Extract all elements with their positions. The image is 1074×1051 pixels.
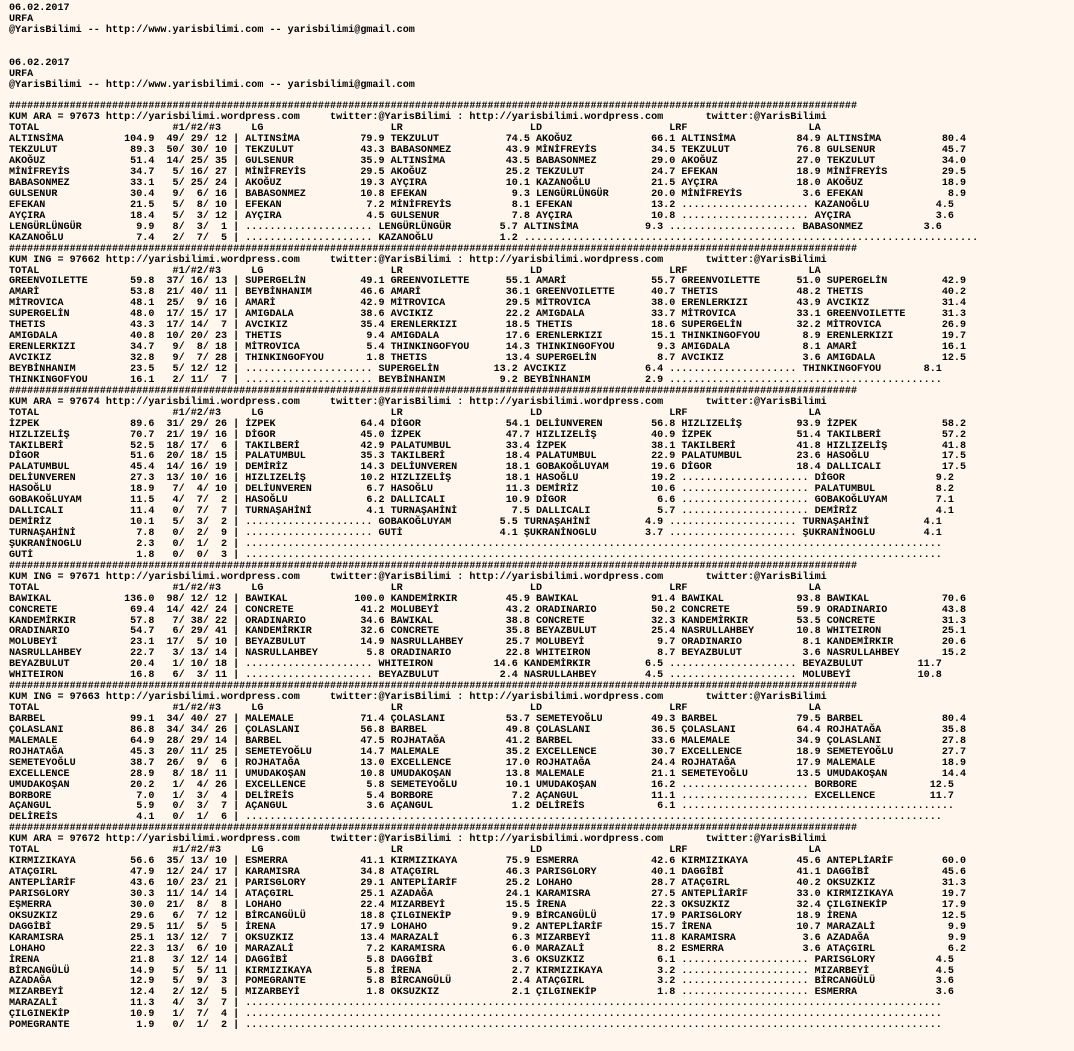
table-row: THETIS 43.3 17/ 14/ 7 | AVCIKIZ 35.4 ERENLERKIZI 18.5 THETIS 18.6 SUPERGELİN 32.2 MİTROVICA 26.9 <box>9 320 967 332</box>
table-row: DAGGİBİ 29.5 11/ 5/ 5 | İRENA 17.9 LOHAHO 9.2 ANTEPLİARİF 15.7 İRENA 10.7 MARAZALİ 9.9 <box>9 921 967 933</box>
column-header: TOTAL #1/#2/#3 LG LR LD LRF LA <box>9 407 821 419</box>
separator-line: ############################################################################################################################################ <box>9 385 858 397</box>
table-row: MİNİFREYİS 34.7 5/ 16/ 27 | MİNİFREYİS 29.5 AKOĞUZ 25.2 TEKZULUT 24.7 EFEKAN 18.9 MİNİFREYİS 29.5 <box>9 167 967 179</box>
column-header: TOTAL #1/#2/#3 LG LR LD LRF LA <box>9 845 821 857</box>
race-block <box>9 562 1074 682</box>
race-block <box>9 387 1074 562</box>
table-row: İRENA 21.8 3/ 12/ 14 | DAGGİBİ 5.8 DAGGİBİ 3.6 OKSUZKIZ 6.1 ..................... PARISGLORY 4.5 <box>9 954 954 966</box>
table-row: KARAMISRA 25.1 13/ 12/ 7 | OKSUZKIZ 13.4 MARAZALİ 6.3 MIZARBEYİ 11.8 KARAMISRA 3.6 AZADAĞA 9.9 <box>9 932 967 944</box>
table-row: GULSENUR 30.4 9/ 6/ 16 | BABASONMEZ 10.8 EFEKAN 9.3 LENGÜRLÜNGÜR 20.0 MİNİFREYİS 3.6 EFEKAN 8.9 <box>9 188 967 200</box>
separator-line: ############################################################################################################################################ <box>9 101 858 113</box>
race-title: KUM ARA = 97672 http://yarisbilimi.wordpress.com twitter:@YarisBilimi : http://yarisbilimi.wordpress.com twitter:@YarisBilimi <box>9 834 827 846</box>
column-header: TOTAL #1/#2/#3 LG LR LD LRF LA <box>9 582 821 594</box>
credit-line: @YarisBilimi -- http://www.yarisbilimi.com -- yarisbilimi@gmail.com <box>9 24 415 36</box>
race-title: KUM ING = 97663 http://yarisbilimi.wordpress.com twitter:@YarisBilimi : http://yarisbilimi.wordpress.com twitter:@YarisBilimi <box>9 692 827 704</box>
table-row: BAWIKAL 136.0 98/ 12/ 12 | BAWIKAL 100.0 KANDEMİRKIR 45.9 BAWIKAL 91.4 BAWIKAL 93.8 BAWIKAL 70.6 <box>9 593 967 605</box>
table-row: DELİREİS 4.1 0/ 1/ 6 | ................................................................................................................... <box>9 812 942 824</box>
table-row: BORBORE 7.0 1/ 3/ 4 | DELİREİS 5.4 BORBORE 7.2 AÇANGUL 11.1 ..................... EXCELLENCE 11.7 <box>9 790 954 802</box>
column-header: TOTAL #1/#2/#3 LG LR LD LRF LA <box>9 123 821 135</box>
race-block <box>9 102 1074 244</box>
table-row: OKSUZKIZ 29.6 6/ 7/ 12 | BİRCANGÜLÜ 18.8 ÇILGINEKİP 9.9 BİRCANGÜLÜ 17.9 PARISGLORY 18.9 İRENA 12.5 <box>9 910 967 922</box>
table-row: CONCRETE 69.4 14/ 42/ 24 | CONCRETE 41.2 MOLUBEYİ 43.2 ORADINARIO 50.2 CONCRETE 59.9 ORADINARIO 43.8 <box>9 604 967 616</box>
table-row: BABASONMEZ 33.1 5/ 25/ 24 | AKOĞUZ 19.3 AYÇIRA 10.1 KAZANOĞLU 21.5 AYÇIRA 18.0 AKOĞUZ 18.9 <box>9 178 967 189</box>
table-row: BARBEL 99.1 34/ 40/ 27 | MALEMALE 71.4 ÇOLASLANI 53.7 SEMETEYOĞLU 49.3 BARBEL 79.5 BARBEL 80.4 <box>9 713 967 725</box>
race-title: KUM ING = 97662 http://yarisbilimi.wordpress.com twitter:@YarisBilimi : http://yarisbilimi.wordpress.com twitter:@YarisBilimi <box>9 254 827 266</box>
race-title: KUM ING = 97671 http://yarisbilimi.wordpress.com twitter:@YarisBilimi : http://yarisbilimi.wordpress.com twitter:@YarisBilimi <box>9 571 827 583</box>
blank-line <box>9 48 1074 59</box>
table-row: MARAZALİ 11.3 4/ 3/ 7 | ................................................................................................................... <box>9 998 942 1010</box>
table-row: GUTİ 1.8 0/ 0/ 3 | ................................................................................................................... <box>9 549 942 561</box>
race-title: KUM ARA = 97674 http://yarisbilimi.wordpress.com twitter:@YarisBilimi : http://yarisbilimi.wordpress.com twitter:@YarisBilimi <box>9 396 827 408</box>
separator-line: ############################################################################################################################################ <box>9 243 858 255</box>
table-row: WHITEIRON 16.8 6/ 3/ 11 | ..................... BEYAZBULUT 2.4 NASRULLAHBEY 4.5 ..................... MOLUBEYİ 10.8 <box>9 670 942 682</box>
credit-line: @YarisBilimi -- http://www.yarisbilimi.com -- yarisbilimi@gmail.com <box>9 79 415 91</box>
table-row: NASRULLAHBEY 22.7 3/ 13/ 14 | NASRULLAHBEY 5.8 ORADINARIO 22.8 WHITEIRON 8.7 BEYAZBULUT 3.6 NASRULLAHBEY 15.2 <box>9 648 967 660</box>
table-row: ERENLERKIZI 34.7 9/ 8/ 18 | MİTROVICA 5.4 THINKINGOFYOU 14.3 THINKINGOFYOU 9.3 AMIGDALA 8.1 AMARİ 16.1 <box>9 342 967 354</box>
table-row: AVCIKIZ 32.8 9/ 7/ 28 | THINKINGOFYOU 1.8 THETIS 13.4 SUPERGELİN 8.7 AVCIKIZ 3.6 AMIGDALA 12.5 <box>9 353 967 364</box>
table-row: KANDEMİRKIR 57.8 7/ 38/ 22 | ORADINARIO 34.6 BAWIKAL 38.8 CONCRETE 32.3 KANDEMİRKIR 53.5 CONCRETE 31.3 <box>9 615 967 627</box>
table-row: GOBAKOĞLUYAM 11.5 4/ 7/ 2 | HASOĞLU 6.2 DALLICALI 10.9 DİGOR 6.6 ..................... GOBAKOĞLUYAM 7.1 <box>9 495 954 507</box>
table-row: AÇANGUL 5.9 0/ 3/ 7 | AÇANGUL 3.6 AÇANGUL 1.2 DELİREİS 6.1 ............................................. <box>9 801 954 813</box>
table-row: DELİUNVEREN 27.3 13/ 10/ 16 | HIZLIZELİŞ 10.2 HIZLIZELİŞ 18.1 HASOĞLU 19.2 ..................... DİGOR 9.2 <box>9 473 954 485</box>
table-row: TAKILBERİ 52.5 18/ 17/ 6 | TAKILBERİ 42.9 PALATUMBUL 33.4 İZPEK 38.1 TAKILBERİ 41.8 HIZLIZELİŞ 41.8 <box>9 440 967 452</box>
table-row: KAZANOĞLU 7.4 2/ 7/ 5 | ..................... KAZANOĞLU 1.2 ........................................................................... <box>9 232 979 244</box>
table-row: AMIGDALA 40.8 10/ 20/ 23 | THETIS 9.4 AMIGDALA 17.6 ERENLERKIZI 15.1 THINKINGOFYOU 8.9 ERENLERKIZI 19.7 <box>9 331 967 343</box>
table-row: DEMİRİZ 10.1 5/ 3/ 2 | ..................... GOBAKOĞLUYAM 5.5 TURNAŞAHİNİ 4.9 ..................... TURNAŞAHİNİ 4.1 <box>9 517 942 529</box>
table-row: ALTINSİMA 104.9 49/ 29/ 12 | ALTINSİMA 79.9 TEKZULUT 74.5 AKOĞUZ 66.1 ALTINSİMA 84.9 ALTINSİMA 80.4 <box>9 134 967 146</box>
table-row: THINKINGOFYOU 16.1 2/ 11/ 7 | ..................... BEYBİNHANIM 9.2 BEYBİNHANIM 2.9 ............................................. <box>9 374 942 386</box>
race-block <box>9 824 1074 1032</box>
date-line: 06.02.2017 <box>9 57 70 69</box>
table-row: EFEKAN 21.5 5/ 8/ 10 | EFEKAN 7.2 MİNİFREYİS 8.1 EFEKAN 13.2 ..................... KAZANOĞLU 4.5 <box>9 199 954 211</box>
race-block <box>9 245 1074 387</box>
table-row: DALLICALI 11.4 0/ 7/ 7 | TURNAŞAHİNİ 4.1 TURNAŞAHİNİ 7.5 DALLICALI 5.7 ..................... DEMİRİZ 4.1 <box>9 506 954 518</box>
table-row: ÇILGINEKİP 10.9 1/ 7/ 4 | ................................................................................................................... <box>9 1009 942 1021</box>
column-header: TOTAL #1/#2/#3 LG LR LD LRF LA <box>9 265 821 277</box>
table-row: UMUDAKOŞAN 20.2 1/ 4/ 26 | EXCELLENCE 5.8 SEMETEYOĞLU 10.1 UMUDAKOŞAN 16.2 ..................... BORBORE 12.5 <box>9 779 954 791</box>
table-row: TEKZULUT 89.3 50/ 30/ 10 | TEKZULUT 43.3 BABASONMEZ 43.9 MİNİFREYİS 34.5 TEKZULUT 76.8 GULSENUR 45.7 <box>9 145 967 157</box>
table-row: SUPERGELİN 48.0 17/ 15/ 17 | AMIGDALA 38.6 AVCIKIZ 22.2 AMIGDALA 33.7 MİTROVICA 33.1 GREENVOILETTE 31.3 <box>9 309 967 321</box>
table-row: EXCELLENCE 28.9 8/ 18/ 11 | UMUDAKOŞAN 10.8 UMUDAKOŞAN 13.8 MALEMALE 21.1 SEMETEYOĞLU 13.5 UMUDAKOŞAN 14.4 <box>9 768 967 780</box>
table-row: HASOĞLU 18.9 7/ 4/ 10 | DELİUNVEREN 6.7 HASOĞLU 11.3 DEMİRİZ 10.6 ..................... PALATUMBUL 8.2 <box>9 484 954 496</box>
table-row: AYÇIRA 18.4 5/ 3/ 12 | AYÇIRA 4.5 GULSENUR 7.8 AYÇIRA 10.8 ..................... AYÇIRA 3.6 <box>9 210 954 222</box>
race-list <box>9 102 1074 1032</box>
table-row: ATAÇGIRL 47.9 12/ 24/ 17 | KARAMISRA 34.8 ATAÇGIRL 46.3 PARISGLORY 40.1 DAGGİBİ 41.1 DAGGİBİ 45.6 <box>9 867 967 879</box>
table-row: POMEGRANTE 1.9 0/ 1/ 2 | ................................................................................................................... <box>9 1020 942 1032</box>
race-block <box>9 682 1074 824</box>
table-row: PARISGLORY 30.3 11/ 14/ 14 | ATAÇGIRL 25.1 AZADAĞA 24.1 KARAMISRA 27.5 ANTEPLİARİF 33.0 KIRMIZIKAYA 19.7 <box>9 888 967 900</box>
table-row: MİTROVICA 48.1 25/ 9/ 16 | AMARİ 42.9 MİTROVICA 29.5 MİTROVICA 38.0 ERENLERKIZI 43.9 AVCIKIZ 31.4 <box>9 298 967 310</box>
table-row: LOHAHO 22.3 13/ 6/ 10 | MARAZALİ 7.2 KARAMISRA 6.0 MARAZALİ 8.2 ESMERRA 3.6 ATAÇGIRL 6.2 <box>9 943 967 955</box>
table-row: ANTEPLİARİF 43.6 10/ 23/ 21 | PARISGLORY 29.1 ANTEPLİARİF 25.2 LOHAHO 28.7 ATAÇGIRL 40.2 OKSUZKIZ 31.3 <box>9 878 967 889</box>
table-row: BEYAZBULUT 20.4 1/ 10/ 18 | ..................... WHITEIRON 14.6 KANDEMİRKIR 6.5 ..................... BEYAZBULUT 11.7 <box>9 659 942 671</box>
table-row: DİGOR 51.6 20/ 18/ 15 | PALATUMBUL 35.3 TAKILBERİ 18.4 PALATUMBUL 22.9 PALATUMBUL 23.6 HASOĞLU 17.5 <box>9 451 967 463</box>
race-title: KUM ARA = 97673 http://yarisbilimi.wordpress.com twitter:@YarisBilimi : http://yarisbilimi.wordpress.com twitter:@YarisBilimi <box>9 112 827 124</box>
table-row: ŞUKRANİNOGLU 2.3 0/ 1/ 2 | ................................................................................................................... <box>9 538 942 550</box>
table-row: MIZARBEYİ 12.4 2/ 12/ 5 | MIZARBEYİ 1.8 OKSUZKIZ 2.1 ÇILGINEKİP 1.8 ..................... ESMERRA 3.6 <box>9 987 954 999</box>
table-row: MOLUBEYİ 23.1 17/ 5/ 10 | BEYAZBULUT 14.9 NASRULLAHBEY 25.7 MOLUBEYİ 9.7 ORADINARIO 8.1 KANDEMİRKIR 20.6 <box>9 637 967 649</box>
table-row: LENGÜRLÜNGÜR 9.9 8/ 3/ 1 | ..................... LENGÜRLÜNGÜR 5.7 ALTINSİMA 9.3 ..................... BABASONMEZ 3.6 <box>9 221 942 233</box>
table-row: EŞMERRA 30.0 21/ 8/ 8 | LOHAHO 22.4 MIZARBEYİ 15.5 İRENA 22.3 OKSUZKIZ 32.4 ÇILGINEKİP 17.9 <box>9 899 967 911</box>
separator-line: ############################################################################################################################################ <box>9 681 858 693</box>
table-row: AZADAĞA 12.9 5/ 9/ 3 | POMEGRANTE 5.8 BİRCANGÜLÜ 2.4 ATAÇGIRL 3.2 ..................... BİRCANGÜLÜ 3.6 <box>9 976 954 988</box>
separator-line: ############################################################################################################################################ <box>9 823 858 835</box>
blank-line <box>9 37 1074 48</box>
table-row: MALEMALE 64.9 28/ 29/ 14 | BARBEL 47.5 ROJHATAĞA 41.2 BARBEL 33.6 MALEMALE 34.9 ÇOLASLANI 27.8 <box>9 735 967 747</box>
city-line: URFA <box>9 13 34 25</box>
table-row: BİRCANGÜLÜ 14.9 5/ 5/ 11 | KIRMIZIKAYA 5.8 İRENA 2.7 KIRMIZIKAYA 3.2 ..................... MIZARBEYİ 4.5 <box>9 965 954 977</box>
table-row: ÇOLASLANI 86.8 34/ 34/ 26 | ÇOLASLANI 56.8 BARBEL 49.8 ÇOLASLANI 36.5 ÇOLASLANI 64.4 ROJHATAĞA 35.8 <box>9 724 967 736</box>
separator-line: ############################################################################################################################################ <box>9 560 858 572</box>
table-row: SEMETEYOĞLU 38.7 26/ 9/ 6 | ROJHATAĞA 13.0 EXCELLENCE 17.0 ROJHATAĞA 24.4 ROJHATAĞA 17.9 MALEMALE 18.9 <box>9 757 967 769</box>
column-header: TOTAL #1/#2/#3 LG LR LD LRF LA <box>9 703 821 714</box>
date-line: 06.02.2017 <box>9 3 70 14</box>
city-line: URFA <box>9 68 34 80</box>
table-row: HIZLIZELİŞ 70.7 21/ 19/ 16 | DİGOR 45.0 İZPEK 47.7 HIZLIZELİŞ 40.9 İZPEK 51.4 TAKILBERİ 57.2 <box>9 429 967 441</box>
table-row: PALATUMBUL 45.4 14/ 16/ 19 | DEMİRİZ 14.3 DELİUNVEREN 18.1 GOBAKOĞLUYAM 19.6 DİGOR 18.4 DALLICALI 17.5 <box>9 462 967 474</box>
table-row: ROJHATAĞA 45.3 20/ 11/ 25 | SEMETEYOĞLU 14.7 MALEMALE 35.2 EXCELLENCE 30.7 EXCELLENCE 18.9 SEMETEYOĞLU 27.7 <box>9 746 967 758</box>
table-row: İZPEK 89.6 31/ 29/ 26 | İZPEK 64.4 DİGOR 54.1 DELİUNVEREN 56.8 HIZLIZELİŞ 93.9 İZPEK 58.2 <box>9 418 967 430</box>
table-row: GREENVOILETTE 59.8 37/ 16/ 13 | SUPERGELİN 49.1 GREENVOILETTE 55.1 AMARİ 55.7 GREENVOILETTE 51.0 SUPERGELİN 42.9 <box>9 276 967 288</box>
table-row: ORADINARIO 54.7 6/ 29/ 41 | KANDEMİRKIR 32.6 CONCRETE 35.8 BEYAZBULUT 25.4 NASRULLAHBEY 10.8 WHITEIRON 25.1 <box>9 626 967 638</box>
table-row: KIRMIZIKAYA 56.6 35/ 13/ 10 | ESMERRA 41.1 KIRMIZIKAYA 75.9 ESMERRA 42.6 KIRMIZIKAYA 45.6 ANTEPLİARİF 60.0 <box>9 856 967 868</box>
table-row: TURNAŞAHİNİ 7.8 0/ 2/ 9 | ..................... GUTİ 4.1 ŞUKRANİNOGLU 3.7 ..................... ŞUKRANİNOGLU 4.1 <box>9 528 942 539</box>
table-row: AMARİ 53.8 21/ 40/ 11 | BEYBİNHANIM 46.6 AMARİ 36.1 GREENVOILETTE 40.7 THETIS 48.2 THETIS 40.2 <box>9 287 967 299</box>
table-row: AKOĞUZ 51.4 14/ 25/ 35 | GULSENUR 35.9 ALTINSİMA 43.5 BABASONMEZ 29.0 AKOĞUZ 27.0 TEKZULUT 34.0 <box>9 156 967 168</box>
table-row: BEYBİNHANIM 23.5 5/ 12/ 12 | ..................... SUPERGELİN 13.2 AVCIKIZ 6.4 ..................... THINKINGOFYOU 8.1 <box>9 363 942 375</box>
